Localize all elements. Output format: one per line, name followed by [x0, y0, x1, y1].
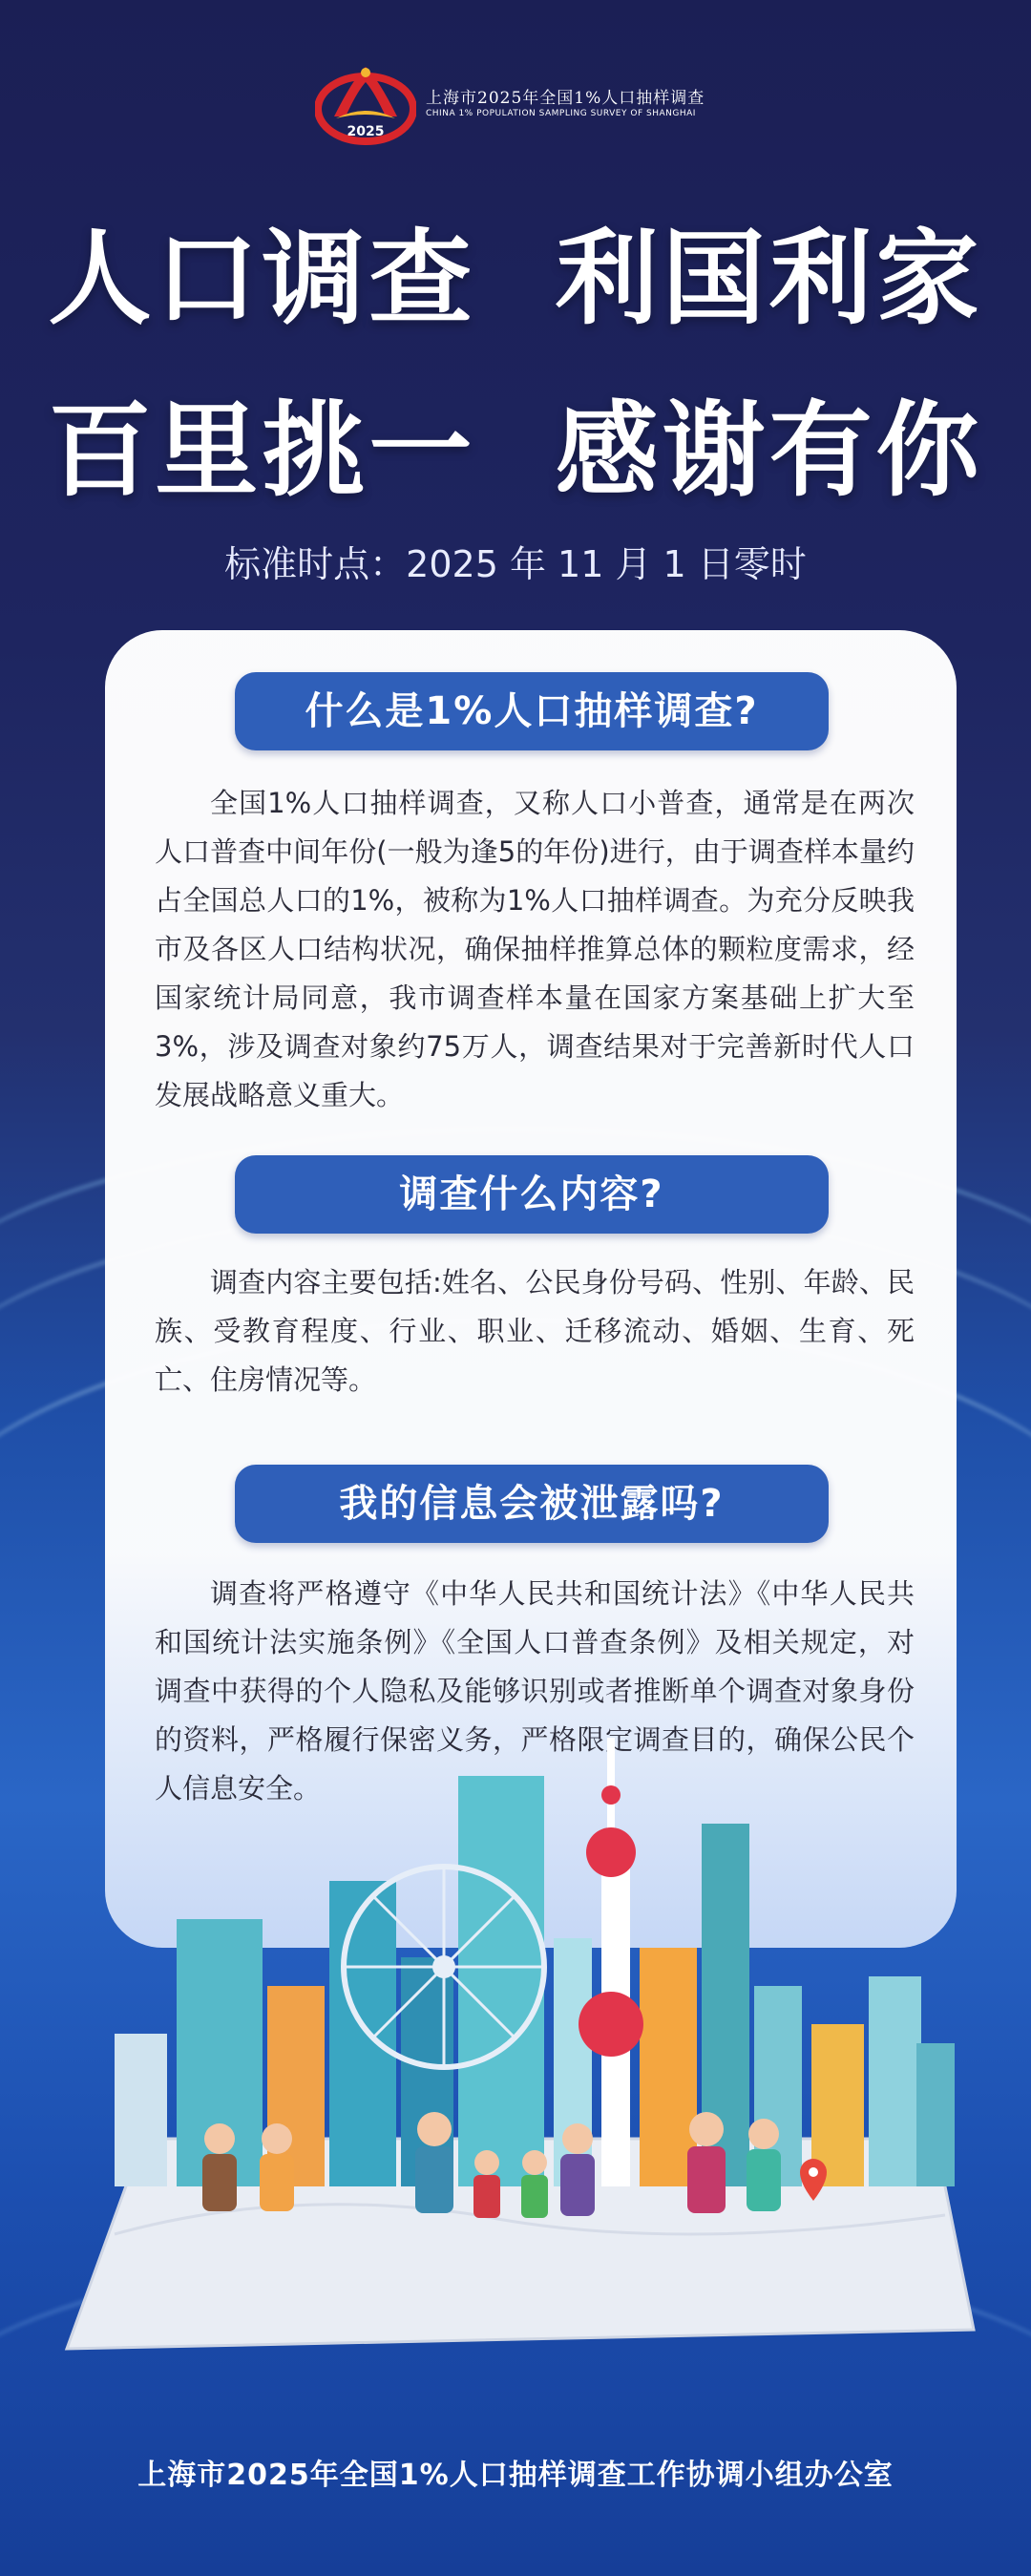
city-skyline-illustration	[0, 1738, 1031, 2368]
standard-time: 标准时点：2025 年 11 月 1 日零时	[224, 543, 807, 585]
headline-line-1: 人口调查 利国利家	[48, 220, 983, 339]
headline-line-2: 百里挑一 感谢有你	[48, 391, 983, 511]
section-body-what-is-survey: 全国1%人口抽样调查，又称人口小普查，通常是在两次人口普查中间年份(一般为逢5的年份)进行，由于调查样本量约占全国总人口的1%，被称为1%人口抽样调查。为充分反映我市及各区人口结构状况，确保抽样推算总体的颗粒度需求，经国家统计局同意，我市调查样本量在国家方案基础上扩大至3%，涉及调查对象约75万人，调查结果对于完善新时代人口发展战略意义重大。	[155, 787, 915, 1111]
skyline-buildings	[115, 1776, 955, 2186]
section-body-privacy: 调查将严格遵守《中华人民共和国统计法》《中华人民共和国统计法实施条例》《全国人口普查条例》及相关规定，对调查中获得的个人隐私及能够识别或者推断单个调查对象身份的资料，严格履行保密义务，严格限定调查目的，确保公民个人信息安全。	[155, 1577, 915, 1805]
section-heading-what-is-survey: 什么是1%人口抽样调查?	[235, 672, 829, 750]
section-heading-survey-content: 调查什么内容?	[235, 1155, 829, 1234]
logo-year: 2025	[347, 124, 385, 139]
logo-english-text: CHINA 1% POPULATION SAMPLING SURVEY OF SHANGHAI	[426, 109, 696, 118]
section-body-survey-content: 调查内容主要包括:姓名、公民身份号码、性别、年龄、民族、受教育程度、行业、职业、迁移流动、婚姻、生育、死亡、住房情况等。	[155, 1266, 915, 1396]
survey-logo	[315, 59, 726, 151]
logo-chinese-text: 上海市2025年全国1%人口抽样调查	[426, 89, 705, 108]
survey-logo-icon	[315, 59, 416, 145]
ferris-wheel	[344, 1867, 544, 2067]
section-heading-privacy: 我的信息会被泄露吗?	[235, 1465, 829, 1543]
footer-organization: 上海市2025年全国1%人口抽样调查工作协调小组办公室	[137, 2459, 894, 2492]
